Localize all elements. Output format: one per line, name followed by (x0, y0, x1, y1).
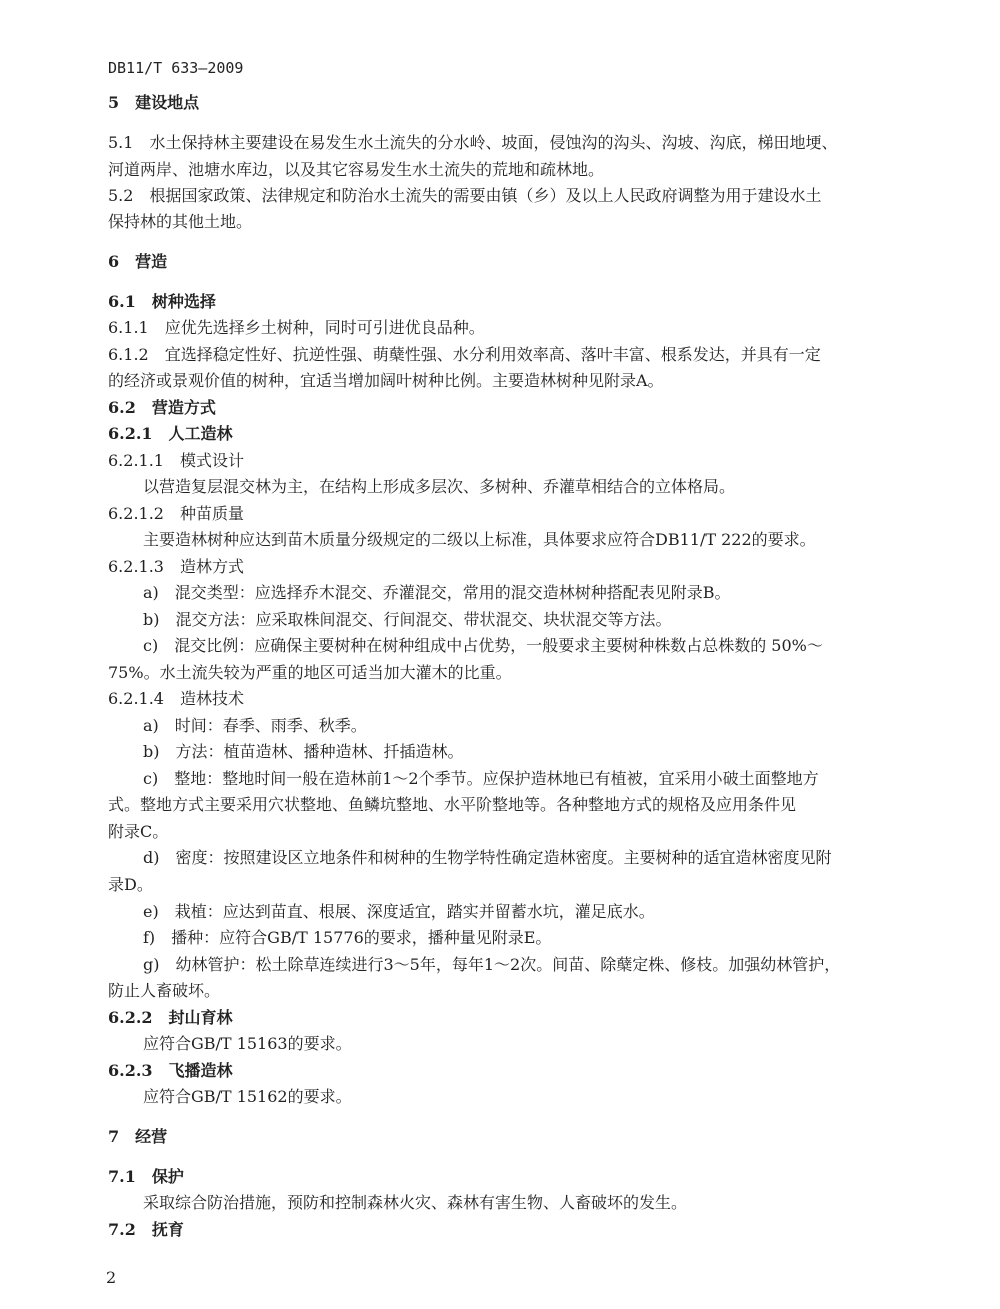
clause-6-1-2: 6.1.2 宜选择稳定性好、抗逆性强、萌蘖性强、水分利用效率高、落叶丰富、根系发达，并具有一定 (108, 345, 821, 364)
clause-6-1-2-cont: 的经济或景观价值的树种，宜适当增加阔叶树种比例。主要造林树种见附录A。 (108, 371, 664, 390)
subsection-6-2-1: 6.2.1 人工造林 (108, 424, 233, 443)
section-heading-7: 7 经营 (108, 1127, 168, 1146)
list-item-a-time: a) 时间：春季、雨季、秋季。 (143, 716, 367, 735)
subsection-7-1: 7.1 保护 (108, 1167, 184, 1186)
clause-5-1-cont: 河道两岸、池塘水库边，以及其它容易发生水土流失的荒地和疏林地。 (108, 160, 605, 179)
list-item-c-site-prep-cont2: 附录C。 (108, 822, 169, 841)
clause-6-2-1-4-title: 6.2.1.4 造林技术 (108, 689, 244, 708)
list-item-f-sowing: f) 播种：应符合GB/T 15776的要求，播种量见附录E。 (143, 928, 552, 947)
subsection-7-2: 7.2 抚育 (108, 1220, 184, 1239)
list-item-d-density-cont: 录D。 (108, 875, 153, 894)
page-number: 2 (106, 1268, 117, 1287)
section-heading-5: 5 建设地点 (108, 93, 200, 112)
document-code-header: DB11/T 633—2009 (108, 59, 244, 77)
clause-7-1-body: 采取综合防治措施，预防和控制森林火灾、森林有害生物、人畜破坏的发生。 (143, 1193, 688, 1212)
clause-6-2-1-1-title: 6.2.1.1 模式设计 (108, 451, 244, 470)
clause-6-2-3-body: 应符合GB/T 15162的要求。 (143, 1087, 352, 1106)
clause-6-2-2-body: 应符合GB/T 15163的要求。 (143, 1034, 352, 1053)
subsection-6-2-2: 6.2.2 封山育林 (108, 1008, 233, 1027)
clause-6-2-1-3-title: 6.2.1.3 造林方式 (108, 557, 244, 576)
subsection-6-1: 6.1 树种选择 (108, 292, 216, 311)
list-item-g-young-forest-care: g) 幼林管护：松土除草连续进行3～5年，每年1～2次。间苗、除蘖定株、修枝。加强幼林管护， (143, 955, 841, 974)
clause-6-2-1-1-body: 以营造复层混交林为主，在结构上形成多层次、多树种、乔灌草相结合的立体格局。 (143, 477, 736, 496)
list-item-e-planting: e) 栽植：应达到苗直、根展、深度适宜，踏实并留蓄水坑，灌足底水。 (143, 902, 655, 921)
section-heading-6: 6 营造 (108, 252, 168, 271)
clause-6-2-1-2-title: 6.2.1.2 种苗质量 (108, 504, 244, 523)
list-item-a-mix-type: a) 混交类型：应选择乔木混交、乔灌混交，常用的混交造林树种搭配表见附录B。 (143, 583, 731, 602)
subsection-6-2: 6.2 营造方式 (108, 398, 216, 417)
list-item-c-site-prep-cont1: 式。整地方式主要采用穴状整地、鱼鳞坑整地、水平阶整地等。各种整地方式的规格及应用条件见 (108, 795, 797, 814)
list-item-c-mix-ratio-cont: 75%。水土流失较为严重的地区可适当加大灌木的比重。 (108, 663, 512, 682)
list-item-c-mix-ratio: c) 混交比例：应确保主要树种在树种组成中占优势，一般要求主要树种株数占总株数的 50%～ (143, 636, 823, 655)
clause-5-2: 5.2 根据国家政策、法律规定和防治水土流失的需要由镇（乡）及以上人民政府调整为用于建设水土 (108, 186, 822, 205)
list-item-d-density: d) 密度：按照建设区立地条件和树种的生物学特性确定造林密度。主要树种的适宜造林密度见附 (143, 848, 832, 867)
list-item-g-young-forest-care-cont: 防止人畜破坏。 (108, 981, 221, 1000)
clause-5-2-cont: 保持林的其他土地。 (108, 212, 253, 231)
clause-6-1-1: 6.1.1 应优先选择乡土树种，同时可引进优良品种。 (108, 318, 485, 337)
clause-5-1: 5.1 水土保持林主要建设在易发生水土流失的分水岭、坡面，侵蚀沟的沟头、沟坡、沟底，梯田地埂、 (108, 133, 838, 152)
list-item-b-mix-method: b) 混交方法：应采取株间混交、行间混交、带状混交、块状混交等方法。 (143, 610, 672, 629)
list-item-c-site-prep: c) 整地：整地时间一般在造林前1～2个季节。应保护造林地已有植被，宜采用小破土面整地方 (143, 769, 819, 788)
subsection-6-2-3: 6.2.3 飞播造林 (108, 1061, 233, 1080)
clause-6-2-1-2-body: 主要造林树种应达到苗木质量分级规定的二级以上标准，具体要求应符合DB11/T 222的要求。 (143, 530, 816, 549)
list-item-b-method: b) 方法：植苗造林、播种造林、扦插造林。 (143, 742, 464, 761)
